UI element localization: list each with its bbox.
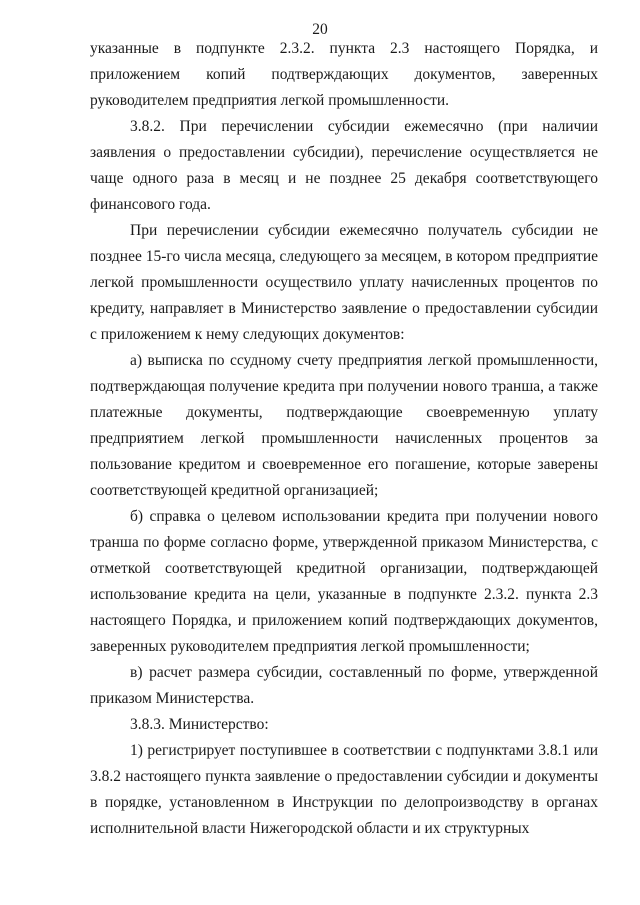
paragraph-item-a: а) выписка по ссудному счету предприятия легкой промышленности, подтверждающая получение кредита при получении нового транша, а также платежные документы, подтверждающие своевременную уплату предприятием легкой промышленности начисленных процентов за пользование кредитом и своевременное его погашение, которые заверены соответствующей кредитной организацией; xyxy=(90,352,598,499)
paragraph-item-b: б) справка о целевом использовании кредита при получении нового транша по форме согласно форме, утвержденной приказом Министерства, с отметкой соответствующей кредитной организации, подтверждающей использование кредита на цели, указанные в подпункте 2.3.2. пункта 2.3 настоящего Порядка, и приложением копий подтверждающих документов, заверенных руководителем предприятия легкой промышленности; xyxy=(90,508,598,655)
paragraph-item-1: 1) регистрирует поступившее в соответствии с подпунктами 3.8.1 или 3.8.2 настоящего пункта заявление о предоставлении субсидии и документы в порядке, установленном в Инструкции по делопроизводству в органах исполнительной власти Нижегородской области и их структурных xyxy=(90,742,598,837)
document-body xyxy=(90,36,598,842)
paragraph-continuation: указанные в подпункте 2.3.2. пункта 2.3 настоящего Порядка, и приложением копий подтверждающих документов, заверенных руководителем предприятия легкой промышленности. xyxy=(90,40,598,109)
paragraph-item-v: в) расчет размера субсидии, составленный по форме, утвержденной приказом Министерства. xyxy=(90,664,598,707)
paragraph-monthly-transfer: При перечислении субсидии ежемесячно получатель субсидии не позднее 15-го числа месяца, следующего за месяцем, в котором предприятие легкой промышленности осуществило уплату начисленных процентов по кредиту, направляет в Министерство заявление о предоставлении субсидии с приложением к нему следующих документов: xyxy=(90,222,598,343)
paragraph-3-8-3: 3.8.3. Министерство: xyxy=(130,716,269,733)
page-number: 20 xyxy=(312,21,328,38)
paragraph-3-8-2: 3.8.2. При перечислении субсидии ежемесячно (при наличии заявления о предоставлении субсидии), перечисление осуществляется не чаще одного раза в месяц и не позднее 25 декабря соответствующего финансового года. xyxy=(90,118,598,213)
